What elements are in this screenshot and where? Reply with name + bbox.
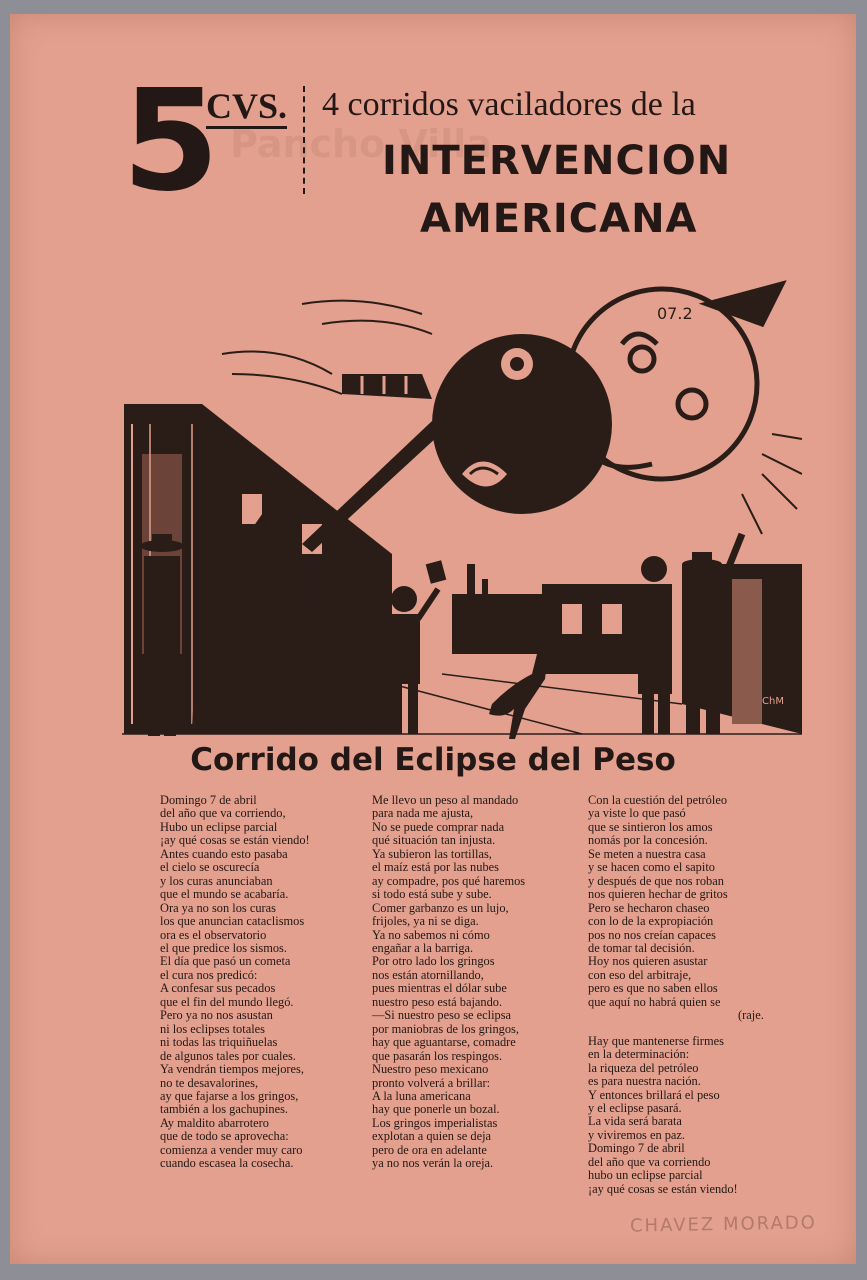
- verse-line: y los curas anunciaban: [160, 873, 273, 888]
- verse-column-1: [160, 794, 360, 1171]
- verse-line: Por otro lado los gringos: [372, 954, 495, 969]
- verse-line: Los gringos imperialistas: [372, 1115, 498, 1130]
- verse-line: Antes cuando esto pasaba: [160, 846, 288, 861]
- verse-line: que aquí no habrá quien se: [588, 994, 721, 1009]
- verse-line: Ay maldito abarrotero: [160, 1115, 269, 1130]
- verse-line: ¡ay qué cosas se están viendo!: [588, 1181, 738, 1196]
- verse-line: nuestro peso está bajando.: [372, 994, 503, 1009]
- verse-column-3-part1: [588, 794, 788, 1009]
- corrido-title: Corrido del Eclipse del Peso: [190, 742, 676, 778]
- broadside-sheet: [10, 14, 856, 1264]
- verse-line: pues mientras el dólar sube: [372, 981, 507, 996]
- verse-line: A confesar sus pecados: [160, 981, 276, 996]
- verse-line: para nada me ajusta,: [372, 806, 474, 821]
- verse-line: pero es que no saben ellos: [588, 981, 718, 996]
- verse-line: A la luna americana: [372, 1088, 471, 1103]
- verse-line: La vida será barata: [588, 1114, 682, 1129]
- verse-line: ay que fajarse a los gringos,: [160, 1088, 299, 1103]
- verse-line: Pero se hecharon chaseo: [588, 900, 710, 915]
- verse-line: Nuestro peso mexicano: [372, 1062, 489, 1077]
- verse-line: Pero ya no nos asustan: [160, 1008, 273, 1023]
- verse-line: Comer garbanzo es un lujo,: [372, 900, 509, 915]
- verse-line: del año que va corriendo: [588, 1154, 711, 1169]
- verse-line: es para nuestra nación.: [588, 1074, 701, 1089]
- verse-line: el maíz está por las nubes: [372, 860, 499, 875]
- verse-line: y se hacen como el sapito: [588, 860, 715, 875]
- verse-line: qué situación tan injusta.: [372, 833, 496, 848]
- verse-line: cuando escasea la cosecha.: [160, 1156, 294, 1171]
- verse-line: frijoles, ya ni se diga.: [372, 914, 479, 929]
- distant-town: [452, 564, 652, 674]
- verse-line: ni los eclipses totales: [160, 1021, 265, 1036]
- verse-line: ni todas las triquiñuelas: [160, 1035, 278, 1050]
- verse-column-3-part2: [588, 1035, 788, 1196]
- verse-line: que de todo se aprovecha:: [160, 1129, 289, 1144]
- verse-line: la riqueza del petróleo: [588, 1060, 699, 1075]
- verse-line: Ya subieron las tortillas,: [372, 846, 492, 861]
- verse-line: Ya vendrán tiempos mejores,: [160, 1062, 304, 1077]
- verse-line: el cielo se oscurecía: [160, 860, 260, 875]
- verse-line: pronto volverá a brillar:: [372, 1075, 491, 1090]
- verse-line: que el fin del mundo llegó.: [160, 994, 294, 1009]
- crowd-left: [140, 514, 302, 736]
- price-number: 5: [122, 60, 216, 223]
- verse-line: el cura nos predicó:: [160, 967, 258, 982]
- top-hat: [342, 374, 432, 399]
- header-divider: [303, 86, 305, 194]
- verse-line: ay compadre, pos qué haremos: [372, 873, 526, 888]
- verse-line: que pasarán los respingos.: [372, 1048, 503, 1063]
- verse-line: hay que aguantarse, comadre: [372, 1035, 516, 1050]
- monogram: ChM: [762, 696, 784, 707]
- verse-line: de algunos tales por cuales.: [160, 1048, 296, 1063]
- verse-line: ya no nos verán la oreja.: [372, 1156, 494, 1171]
- verse-line: Y entonces brillará el peso: [588, 1087, 720, 1102]
- verse-line: El día que pasó un cometa: [160, 954, 291, 969]
- verse-line: explotan a quien se deja: [372, 1129, 492, 1144]
- header-title-line1: INTERVENCION: [382, 138, 732, 184]
- verse-line: por maniobras de los gringos,: [372, 1021, 519, 1036]
- verse-column-2: [372, 794, 572, 1171]
- verse-line: Hay que mantenerse firmes: [588, 1033, 724, 1048]
- verse-line: de tomar tal decisión.: [588, 940, 695, 955]
- header-title-line2: AMERICANA: [420, 196, 698, 242]
- header-subtitle: 4 corridos vaciladores de la: [322, 86, 696, 123]
- verse-column-3: [588, 794, 788, 1196]
- verse-line: y viviremos en paz.: [588, 1127, 686, 1142]
- verse-line: Domingo 7 de abril: [588, 1141, 685, 1156]
- verse-line: nos quieren hechar de gritos: [588, 887, 728, 902]
- verse-line: del año que va corriendo,: [160, 806, 286, 821]
- verse-line: nomás por la concesión.: [588, 833, 708, 848]
- verse-line: y después de que nos roban: [588, 873, 724, 888]
- verse-line: en la determinación:: [588, 1047, 690, 1062]
- verse-line: ¡ay qué cosas se están viendo!: [160, 833, 310, 848]
- verse-line: los que anuncian cataclismos: [160, 914, 305, 929]
- verse-line: que el mundo se acabaría.: [160, 887, 289, 902]
- verse-line: —Si nuestro peso se eclipsa: [372, 1008, 512, 1023]
- woodcut-illustration: [122, 264, 802, 744]
- verse-line: No se puede comprar nada: [372, 819, 505, 834]
- verse-line: engañar a la barriga.: [372, 940, 474, 955]
- verse-line: pero de ora en adelante: [372, 1142, 487, 1157]
- verse-line: con lo de la expropiación: [588, 914, 714, 929]
- moon-number: 07.2: [657, 304, 693, 323]
- verse-line: ora es el observatorio: [160, 927, 267, 942]
- verse-line: Ya no sabemos ni cómo: [372, 927, 490, 942]
- verse-line: no te desavalorines,: [160, 1075, 259, 1090]
- verse-line: hay que ponerle un bozal.: [372, 1102, 500, 1117]
- verse-line: hubo un eclipse parcial: [588, 1168, 703, 1183]
- verse-line: y el eclipse pasará.: [588, 1100, 682, 1115]
- verse-line: Con la cuestión del petróleo: [588, 793, 728, 807]
- verse-line: nos están atornillando,: [372, 967, 484, 982]
- verse-line: Domingo 7 de abril: [160, 793, 257, 807]
- artist-signature: CHAVEZ MORADO: [629, 1212, 817, 1237]
- verse-line: si todo está sube y sube.: [372, 887, 492, 902]
- verse-line: Hoy nos quieren asustar: [588, 954, 708, 969]
- verse-line: Hubo un eclipse parcial: [160, 819, 278, 834]
- verse-line: pos no nos creían capaces: [588, 927, 716, 942]
- verse-line: Ora ya no son los curas: [160, 900, 276, 915]
- verse-line: con eso del arbitraje,: [588, 967, 692, 982]
- verse-line: que se sintieron los amos: [588, 819, 713, 834]
- verse-rollover: (raje.: [738, 1008, 764, 1023]
- verse-line: el que predice los sismos.: [160, 940, 287, 955]
- verse-line: también a los gachupines.: [160, 1102, 289, 1117]
- bleed-through-text: Pancho Villa: [230, 122, 492, 166]
- verse-line: Se meten a nuestra casa: [588, 846, 706, 861]
- verse-line: ya viste lo que pasó: [588, 806, 686, 821]
- verse-line: Me llevo un peso al mandado: [372, 793, 519, 807]
- verse-line: comienza a vender muy caro: [160, 1142, 303, 1157]
- price-currency: CVS.: [206, 86, 287, 129]
